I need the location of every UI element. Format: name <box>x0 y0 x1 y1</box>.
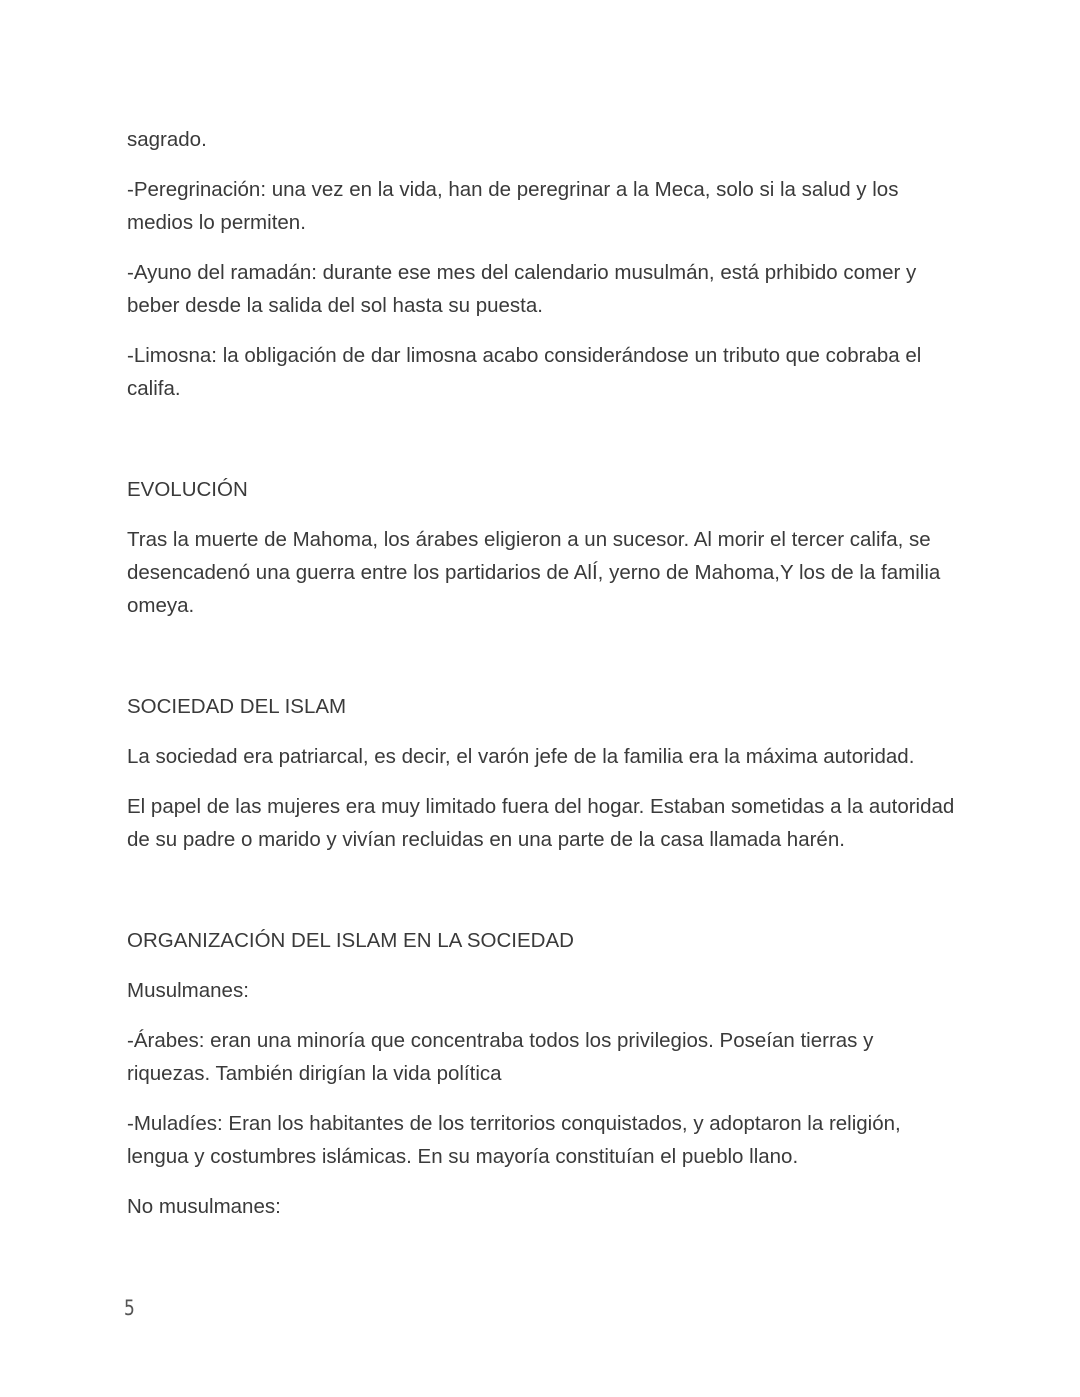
spacer <box>127 639 957 690</box>
section-heading-evolucion: EVOLUCIÓN <box>127 478 248 501</box>
spacer <box>127 422 957 473</box>
paragraph: sagrado. <box>127 128 207 151</box>
section-heading-sociedad: SOCIEDAD DEL ISLAM <box>127 695 347 718</box>
page-number: 5 <box>124 1296 135 1320</box>
spacer <box>127 873 957 924</box>
paragraph: -Limosna: la obligación de dar limosna acabo considerándose un tributo que cobraba el califa. <box>127 344 922 400</box>
paragraph: -Peregrinación: una vez en la vida, han de peregrinar a la Meca, solo si la salud y los medios lo permiten. <box>127 178 899 234</box>
paragraph: No musulmanes: <box>127 1195 281 1218</box>
document-page <box>127 123 957 1240</box>
paragraph: Tras la muerte de Mahoma, los árabes eligieron a un sucesor. Al morir el tercer califa, se desencadenó una guerra entre los partidarios de AlÍ, yerno de Mahoma,Y los de la familia omeya. <box>127 528 941 617</box>
paragraph: -Ayuno del ramadán: durante ese mes del calendario musulmán, está prhibido comer y beber desde la salida del sol hasta su puesta. <box>127 261 917 317</box>
paragraph: El papel de las mujeres era muy limitado fuera del hogar. Estaban sometidas a la autoridad de su padre o marido y vivían recluidas en una parte de la casa llamada harén. <box>127 795 955 851</box>
section-heading-organizacion: ORGANIZACIÓN DEL ISLAM EN LA SOCIEDAD <box>127 929 574 952</box>
paragraph: -Muladíes: Eran los habitantes de los territorios conquistados, y adoptaron la religión, lengua y costumbres islámicas. En su mayoría constituían el pueblo llano. <box>127 1112 901 1168</box>
paragraph: Musulmanes: <box>127 979 249 1002</box>
paragraph: La sociedad era patriarcal, es decir, el varón jefe de la familia era la máxima autoridad. <box>127 745 915 768</box>
paragraph: -Árabes: eran una minoría que concentraba todos los privilegios. Poseían tierras y riquezas. También dirigían la vida política <box>127 1029 874 1085</box>
